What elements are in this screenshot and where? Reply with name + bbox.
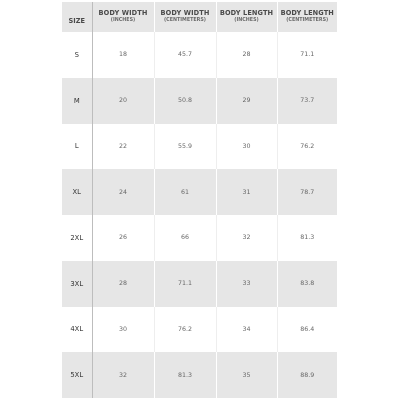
table-row xyxy=(62,307,337,353)
body-length-cm-cell: 78.7 xyxy=(277,169,337,215)
body-width-cm-cell: 55.9 xyxy=(154,124,216,170)
body-length-inches-cell: 35 xyxy=(216,352,277,398)
body-length-inches-cell: 32 xyxy=(216,215,277,261)
header-main-label: BODY LENGTH xyxy=(219,9,274,18)
body-width-cm-cell: 50.8 xyxy=(154,78,216,124)
size-chart-header xyxy=(62,2,337,32)
body-width-inches-cell: 28 xyxy=(92,261,154,307)
body-length-cm-cell: 83.8 xyxy=(277,261,337,307)
table-row xyxy=(62,124,337,170)
body-length-inches-cell: 28 xyxy=(216,32,277,78)
body-width-cm-cell: 71.1 xyxy=(154,261,216,307)
body-width-cm-cell: 66 xyxy=(154,215,216,261)
size-cell: 4XL xyxy=(62,307,92,353)
table-row xyxy=(62,32,337,78)
body-length-cm-cell: 71.1 xyxy=(277,32,337,78)
body-width-inches-cell: 20 xyxy=(92,78,154,124)
size-chart-body xyxy=(62,32,337,398)
body-length-inches-cell: 34 xyxy=(216,307,277,353)
size-cell: 2XL xyxy=(62,215,92,261)
table-row xyxy=(62,352,337,398)
header-size-label: SIZE xyxy=(68,16,85,25)
size-cell: XL xyxy=(62,169,92,215)
header-body-width-inches xyxy=(92,2,154,32)
header-unit-label: (CENTIMETERS) xyxy=(163,17,206,23)
body-width-cm-cell: 81.3 xyxy=(154,352,216,398)
header-unit-label: (CENTIMETERS) xyxy=(286,17,329,23)
body-width-inches-cell: 18 xyxy=(92,32,154,78)
body-length-cm-cell: 86.4 xyxy=(277,307,337,353)
body-length-inches-cell: 33 xyxy=(216,261,277,307)
header-size xyxy=(62,2,92,32)
table-row xyxy=(62,215,337,261)
header-unit-label: (INCHES) xyxy=(234,17,259,23)
body-length-cm-cell: 81.3 xyxy=(277,215,337,261)
size-cell: 5XL xyxy=(62,352,92,398)
body-length-cm-cell: 73.7 xyxy=(277,78,337,124)
header-body-length-inches xyxy=(216,2,277,32)
header-body-length-centimeters xyxy=(277,2,337,32)
body-length-inches-cell: 30 xyxy=(216,124,277,170)
header-row xyxy=(62,2,337,32)
header-unit-label: (INCHES) xyxy=(110,17,136,23)
body-width-cm-cell: 45.7 xyxy=(154,32,216,78)
size-cell: M xyxy=(62,78,92,124)
body-width-inches-cell: 24 xyxy=(92,169,154,215)
table-row xyxy=(62,78,337,124)
header-main-label: BODY LENGTH xyxy=(280,9,334,18)
header-main-label: BODY WIDTH xyxy=(98,9,148,18)
body-length-inches-cell: 29 xyxy=(216,78,277,124)
body-length-inches-cell: 31 xyxy=(216,169,277,215)
size-cell: 3XL xyxy=(62,261,92,307)
body-width-cm-cell: 61 xyxy=(154,169,216,215)
size-cell: S xyxy=(62,32,92,78)
table-row xyxy=(62,169,337,215)
body-width-cm-cell: 76.2 xyxy=(154,307,216,353)
body-width-inches-cell: 26 xyxy=(92,215,154,261)
body-width-inches-cell: 22 xyxy=(92,124,154,170)
body-width-inches-cell: 30 xyxy=(92,307,154,353)
body-length-cm-cell: 76.2 xyxy=(277,124,337,170)
size-cell: L xyxy=(62,124,92,170)
size-chart-table xyxy=(62,2,337,398)
body-length-cm-cell: 88.9 xyxy=(277,352,337,398)
body-width-inches-cell: 32 xyxy=(92,352,154,398)
header-main-label: BODY WIDTH xyxy=(160,9,210,18)
table-row xyxy=(62,261,337,307)
header-body-width-centimeters xyxy=(154,2,216,32)
